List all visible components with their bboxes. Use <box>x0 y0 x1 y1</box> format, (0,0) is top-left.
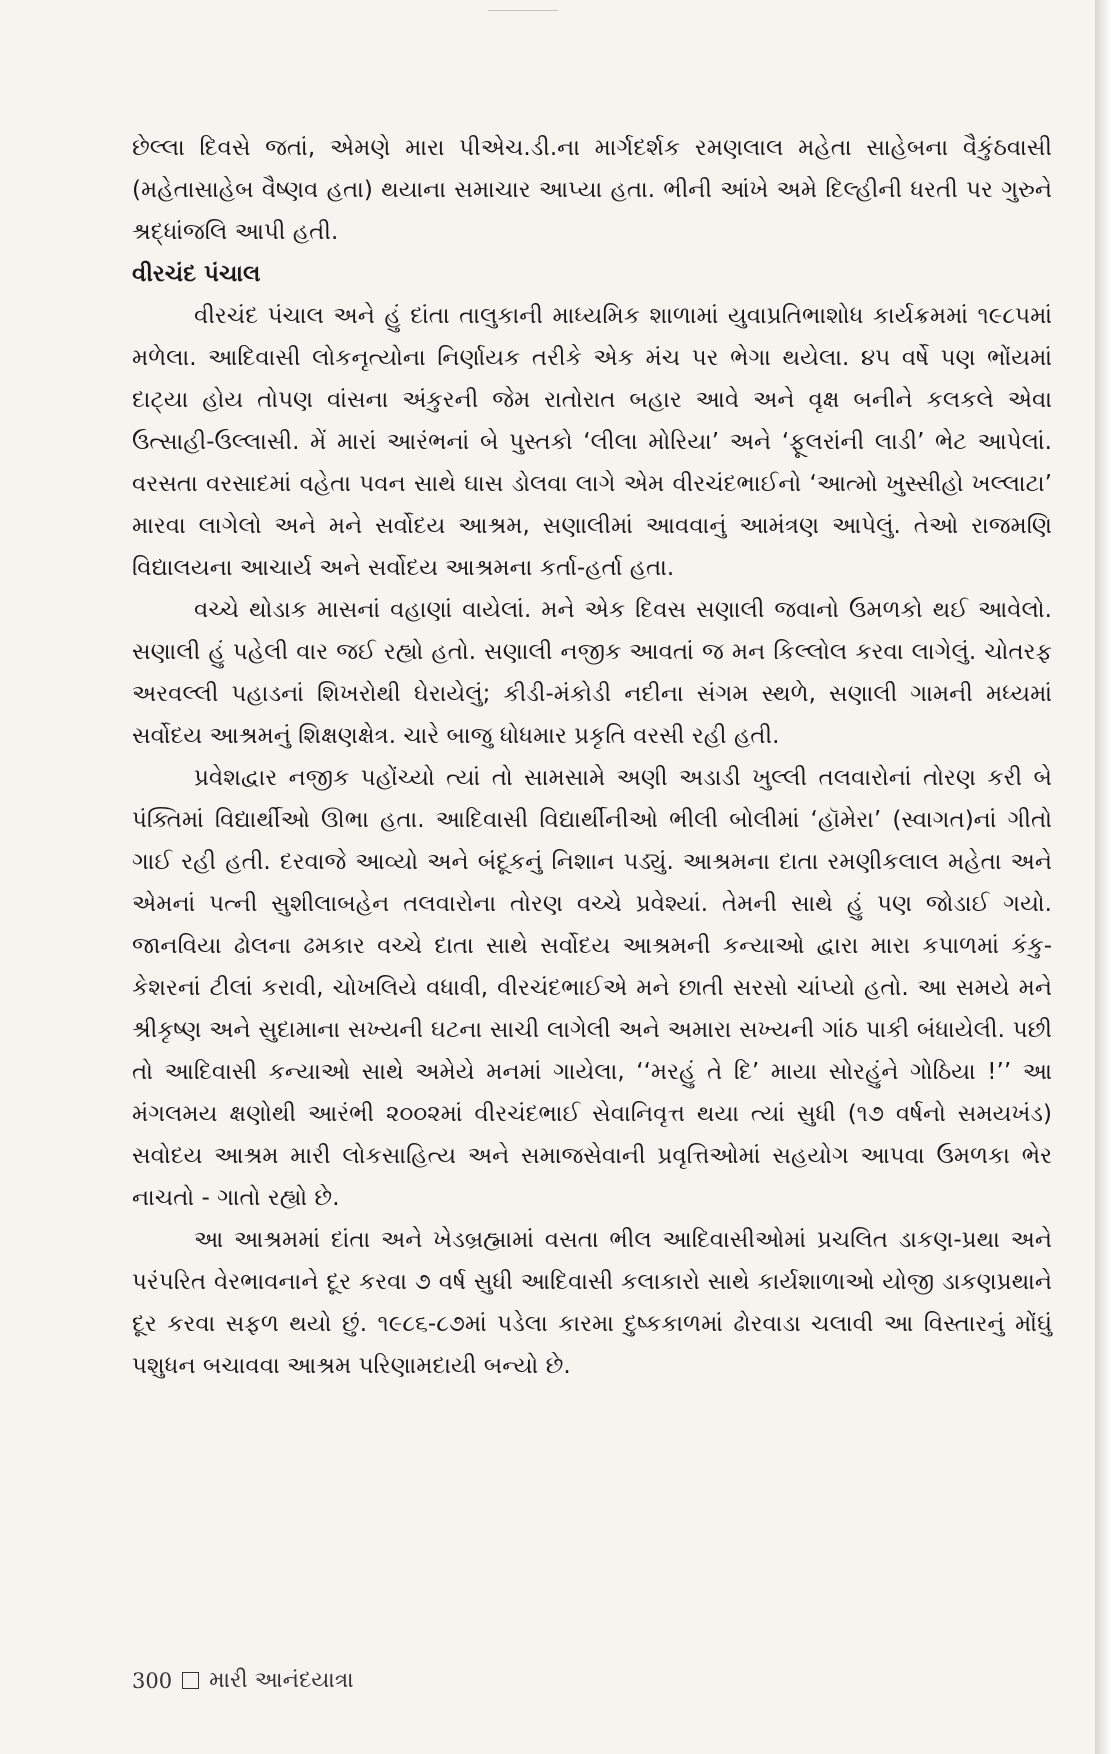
page-text <box>132 127 1052 1387</box>
square-separator-icon <box>182 1672 199 1689</box>
section-heading: વીરચંદ પંચાલ <box>132 261 261 287</box>
paragraph: વચ્ચે થોડાક માસનાં વહાણાં વાયેલાં. મને એક દિવસ સણાલી જવાનો ઉમળકો થઈ આવેલો. સણાલી હું પહેલી વાર જઈ રહ્યો હતો. સણાલી નજીક આવતાં જ મન કિલ્લોલ કરવા લાગેલું. ચોતરફ અરવલ્લી પહાડનાં શિખરોથી ઘેરાયેલું; કીડી-મંકોડી નદીના સંગમ સ્થળે, સણાલી ગામની મધ્યમાં સર્વોદય આશ્રમનું શિક્ષણક્ષેત્ર. ચારે બાજુ ધોધમાર પ્રકૃતિ વરસી રહી હતી. <box>132 597 1052 749</box>
page-edge <box>1095 0 1111 1754</box>
paragraph: વીરચંદ પંચાલ અને હું દાંતા તાલુકાની માધ્યમિક શાળામાં યુવાપ્રતિભાશોધ કાર્યક્રમમાં ૧૯૮૫માં મળેલા. આદિવાસી લોકનૃત્યોના નિર્ણાયક તરીકે એક મંચ પર ભેગા થયેલા. ૪૫ વર્ષે પણ ભોંયમાં દાટ્યા હોય તોપણ વાંસના અંકુરની જેમ રાતોરાત બહાર આવે અને વૃક્ષ બનીને કલકલે એવા ઉત્સાહી-ઉલ્લાસી. મેં મારાં આરંભનાં બે પુસ્તકો ‘લીલા મોરિયા’ અને ‘ફૂલરાંની લાડી’ ભેટ આપેલાં. વરસતા વરસાદમાં વહેતા પવન સાથે ઘાસ ડોલવા લાગે એમ વીરચંદભાઈનો ‘આત્મો ખુસ્સીહો ખલ્લાટા’ મારવા લાગેલો અને મને સર્વોદય આશ્રમ, સણાલીમાં આવવાનું આમંત્રણ આપેલું. તેઓ રાજમણિ વિદ્યાલયના આચાર્ય અને સર્વોદય આશ્રમના કર્તા-હર્તા હતા. <box>132 303 1052 581</box>
page-top-mark <box>488 0 558 11</box>
paragraph: આ આશ્રમમાં દાંતા અને ખેડબ્રહ્મામાં વસતા ભીલ આદિવાસીઓમાં પ્રચલિત ડાકણ-પ્રથા અને પરંપરિત વેરભાવનાને દૂર કરવા ૭ વર્ષ સુધી આદિવાસી કલાકારો સાથે કાર્યશાળાઓ યોજી ડાકણપ્રથાને દૂર કરવા સફળ થયો છું. ૧૯૮૬-૮૭માં પડેલા કારમા દુષ્કકાળમાં ઢોરવાડા ચલાવી આ વિસ્તારનું મોંઘું પશુધન બચાવવા આશ્રમ પરિણામદાયી બન્યો છે. <box>132 1227 1052 1379</box>
paragraph: પ્રવેશદ્વાર નજીક પહોંચ્યો ત્યાં તો સામસામે અણી અડાડી ખુલ્લી તલવારોનાં તોરણ કરી બે પંક્તિમાં વિદ્યાર્થીઓ ઊભા હતા. આદિવાસી વિદ્યાર્થીનીઓ ભીલી બોલીમાં ‘હૉમેરા’ (સ્વાગત)નાં ગીતો ગાઈ રહી હતી. દરવાજે આવ્યો અને બંદૂકનું નિશાન પડ્યું. આશ્રમના દાતા રમણીકલાલ મહેતા અને એમનાં પત્ની સુશીલાબહેન તલવારોના તોરણ વચ્ચે પ્રવેશ્યાં. તેમની સાથે હું પણ જોડાઈ ગયો. જાનવિયા ઢોલના ઢમકાર વચ્ચે દાતા સાથે સર્વોદય આશ્રમની કન્યાઓ દ્વારા મારા કપાળમાં કંકુ-કેશરનાં ટીલાં કરાવી, ચોખલિયે વધાવી, વીરચંદભાઈએ મને છાતી સરસો ચાંપ્યો હતો. આ સમયે મને શ્રીકૃષ્ણ અને સુદામાના સખ્યની ઘટના સાચી લાગેલી અને અમારા સખ્યની ગાંઠ પાકી બંધાયેલી. પછી તો આદિવાસી કન્યાઓ સાથે અમેયે મનમાં ગાયેલા, ‘‘મરહું તે દિ’ માયા સોરહુંને ગોઠિયા !’’ આ મંગલમય ક્ષણોથી આરંભી ૨૦૦૨માં વીરચંદભાઈ સેવાનિવૃત્ત થયા ત્યાં સુધી (૧૭ વર્ષનો સમયખંડ) સવોદય આશ્રમ મારી લોકસાહિત્ય અને સમાજસેવાની પ્રવૃત્તિઓમાં સહયોગ આપવા ઉમળકા ભેર નાચતો - ગાતો રહ્યો છે. <box>132 765 1052 1211</box>
book-title: મારી આનંદયાત્રા <box>209 1668 354 1693</box>
page-footer <box>132 1668 354 1693</box>
page-number: 300 <box>132 1668 173 1693</box>
paragraph-continued: છેલ્લા દિવસે જતાં, એમણે મારા પીએચ.ડી.ના માર્ગદર્શક રમણલાલ મહેતા સાહેબના વૈકુંઠવાસી (મહેતાસાહેબ વૈષ્ણવ હતા) થયાના સમાચાર આપ્યા હતા. ભીની આંખે અમે દિલ્હીની ધરતી પર ગુરુને શ્રદ્ધાંજલિ આપી હતી. <box>132 135 1052 245</box>
